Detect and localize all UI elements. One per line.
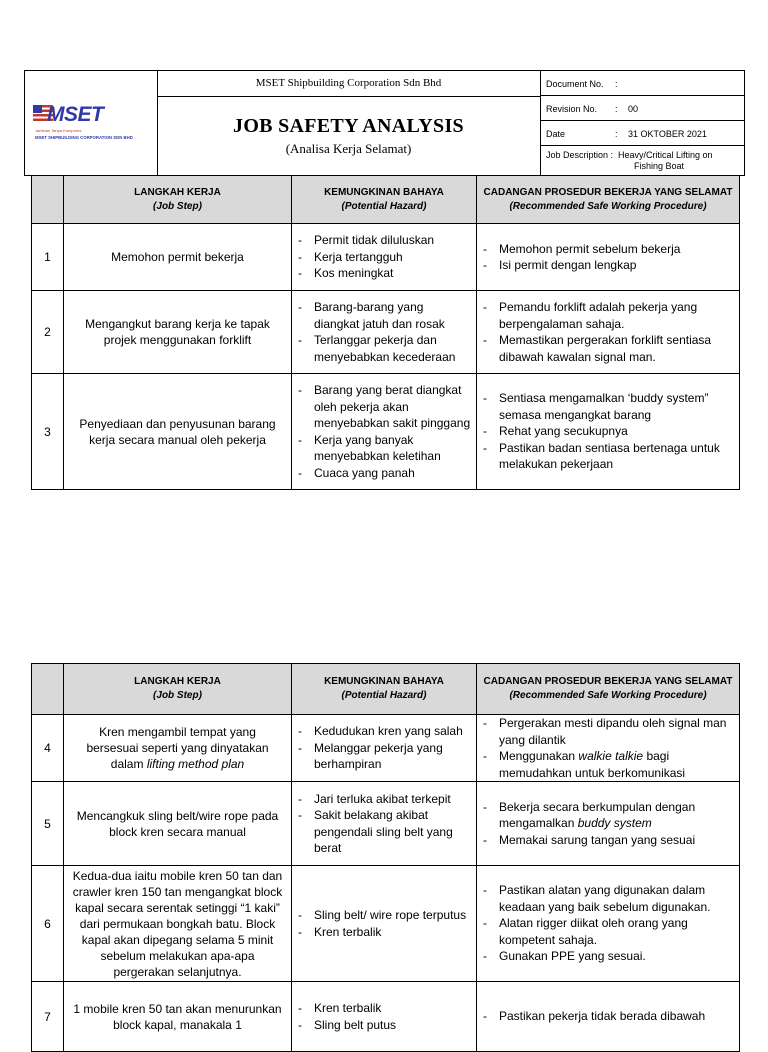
procedure-item: - Alatan rigger diikat oleh orang yang kompetent sahaja. xyxy=(499,915,735,948)
job-line-1: Heavy/Critical Lifting on xyxy=(618,150,713,160)
jsa-table-2 xyxy=(31,663,740,1052)
row-number: 3 xyxy=(32,374,64,490)
job-step-text: Kren mengambil tempat yang bersesuai seperti yang dinyatakan dalam xyxy=(86,725,269,771)
procedure-cell xyxy=(477,715,740,782)
hazard-cell xyxy=(292,782,477,866)
hazard-item: - Kedudukan kren yang salah xyxy=(314,723,472,740)
procedure-italic: walkie talkie xyxy=(578,749,644,763)
hazard-item: - Kren terbalik xyxy=(314,1000,472,1017)
logo-wordmark: MSET xyxy=(47,103,104,126)
row-number: 4 xyxy=(32,715,64,782)
header-label: LANGKAH KERJA xyxy=(134,676,221,687)
meta-colon: : xyxy=(615,79,618,89)
job-line-2: Fishing Boat xyxy=(634,161,685,171)
job-step: Mencangkuk sling belt/wire rope pada block kren secara manual xyxy=(64,782,292,866)
procedure-item: - Pemandu forklift adalah pekerja yang berpengalaman sahaja. xyxy=(499,299,735,332)
job-step: Mengangkut barang kerja ke tapak projek menggunakan forklift xyxy=(64,291,292,374)
meta-label: Document No. xyxy=(546,79,604,89)
header-label: CADANGAN PROSEDUR BEKERJA YANG SELAMAT xyxy=(483,186,733,198)
hazard-cell xyxy=(292,291,477,374)
meta-document-no xyxy=(540,71,744,96)
logo-cell xyxy=(25,71,158,175)
table-row xyxy=(32,374,740,490)
header-potential-hazard xyxy=(292,664,477,715)
table-header-row xyxy=(32,176,740,224)
header-label: KEMUNGKINAN BAHAYA xyxy=(324,186,444,198)
document-title: JOB SAFETY ANALYSIS xyxy=(233,115,464,137)
hazard-cell xyxy=(292,866,477,982)
procedure-item: - Pastikan pekerja tidak berada dibawah xyxy=(499,1008,735,1025)
header-safe-procedure xyxy=(477,176,740,224)
mset-logo xyxy=(33,101,149,145)
procedure-item xyxy=(499,748,735,781)
meta-date xyxy=(540,121,744,146)
procedure-item: - Pastikan alatan yang digunakan dalam keadaan yang baik sebelum digunakan. xyxy=(499,882,735,915)
hazard-item: - Kren terbalik xyxy=(314,924,472,941)
header-label-en: (Job Step) xyxy=(153,690,202,701)
header-label-en: (Recommended Safe Working Procedure) xyxy=(509,200,707,212)
procedure-item: - Pastikan badan sentiasa bertenaga untuk melakukan pekerjaan xyxy=(499,440,735,473)
procedure-cell xyxy=(477,291,740,374)
company-name: MSET Shipbuilding Corporation Sdn Bhd xyxy=(157,71,540,97)
table-row xyxy=(32,715,740,782)
row-number: 6 xyxy=(32,866,64,982)
row-number: 2 xyxy=(32,291,64,374)
procedure-item: - Sentiasa mengamalkan ‘buddy system” semasa mengangkat barang xyxy=(499,390,735,423)
title-cell xyxy=(157,71,541,175)
header-label-en: (Potential Hazard) xyxy=(341,690,427,701)
hazard-item: - Melanggar pekerja yang berhampiran xyxy=(314,740,472,773)
header-label-en: (Potential Hazard) xyxy=(341,200,427,212)
procedure-text: bagi memudahkan untuk berkomunikasi xyxy=(499,749,686,780)
meta-label: Revision No. xyxy=(546,104,598,114)
hazard-cell xyxy=(292,374,477,490)
hazard-item: - Terlanggar pekerja dan menyebabkan kecederaan xyxy=(314,332,472,365)
header-label-en: (Recommended Safe Working Procedure) xyxy=(509,690,707,701)
procedure-item: - Isi permit dengan lengkap xyxy=(499,257,735,274)
procedure-cell xyxy=(477,982,740,1052)
header-label: LANGKAH KERJA xyxy=(134,186,221,198)
hazard-item: - Kerja tertangguh xyxy=(314,249,472,266)
job-step: 1 mobile kren 50 tan akan menurunkan block kapal, manakala 1 xyxy=(64,982,292,1052)
meta-job-description xyxy=(540,146,744,174)
hazard-cell xyxy=(292,982,477,1052)
procedure-text: Menggunakan xyxy=(499,749,579,763)
hazard-item: - Barang yang berat diangkat oleh pekerja akan menyebabkan sakit pinggang xyxy=(314,382,472,432)
procedure-cell xyxy=(477,224,740,291)
hazard-item: - Kos meningkat xyxy=(314,265,472,282)
hazard-cell xyxy=(292,715,477,782)
meta-label: Date xyxy=(546,129,566,139)
document-header xyxy=(24,70,745,176)
hazard-item: - Sling belt/ wire rope terputus xyxy=(314,907,472,924)
table-row xyxy=(32,866,740,982)
table-row xyxy=(32,291,740,374)
procedure-text: Bekerja secara berkumpulan dengan mengamalkan xyxy=(499,799,696,831)
header-no xyxy=(32,176,64,224)
hazard-item: - Kerja yang banyak menyebabkan keletihan xyxy=(314,432,472,465)
row-number: 7 xyxy=(32,982,64,1052)
hazard-item: - Sakit belakang akibat pengendali sling belt yang berat xyxy=(314,807,472,857)
table-row xyxy=(32,982,740,1052)
table-row xyxy=(32,782,740,866)
jsa-table-1 xyxy=(31,175,740,490)
hazard-item: - Permit tidak diluluskan xyxy=(314,232,472,249)
row-number: 1 xyxy=(32,224,64,291)
meta-label: Job Description : xyxy=(546,150,614,160)
header-label: KEMUNGKINAN BAHAYA xyxy=(324,676,444,687)
procedure-cell xyxy=(477,866,740,982)
meta-value: 31 OKTOBER 2021 xyxy=(628,129,707,139)
header-no xyxy=(32,664,64,715)
procedure-item xyxy=(499,799,735,832)
procedure-item: - Memakai sarung tangan yang sesuai xyxy=(499,832,735,849)
job-step: Kedua-dua iaitu mobile kren 50 tan dan crawler kren 150 tan mengangkat block kapal secara serentak setinggi “1 kaki” dari permukaan bongkah batu. Block kapal akan dipegang selama 5 minit sebelum melakukan apa-apa pergerakan selanjutnya. xyxy=(64,866,292,982)
document-meta xyxy=(540,71,744,174)
logo-company-line: MSET SHIPBUILDING CORPORATION SDN BHD xyxy=(35,135,133,140)
hazard-cell xyxy=(292,224,477,291)
procedure-item: - Pergerakan mesti dipandu oleh signal man yang dilantik xyxy=(499,715,735,748)
meta-colon: : xyxy=(615,104,618,114)
job-step: Memohon permit bekerja xyxy=(64,224,292,291)
meta-value xyxy=(618,150,738,172)
meta-value: 00 xyxy=(628,104,639,114)
procedure-item: - Rehat yang secukupnya xyxy=(499,423,735,440)
meta-revision xyxy=(540,96,744,121)
procedure-item: - Memohon permit sebelum bekerja xyxy=(499,241,735,258)
job-step-italic: lifting method plan xyxy=(146,757,245,771)
header-label: CADANGAN PROSEDUR BEKERJA YANG SELAMAT xyxy=(483,676,733,687)
header-job-step xyxy=(64,176,292,224)
header-label-en: (Job Step) xyxy=(153,200,202,212)
procedure-item: - Gunakan PPE yang sesuai. xyxy=(499,948,735,965)
header-safe-procedure xyxy=(477,664,740,715)
logo-tagline: Jaminan Tanpa Kompromi xyxy=(35,128,82,133)
procedure-cell xyxy=(477,374,740,490)
hazard-item: - Sling belt putus xyxy=(314,1017,472,1034)
header-potential-hazard xyxy=(292,176,477,224)
job-step: Penyediaan dan penyusunan barang kerja secara manual oleh pekerja xyxy=(64,374,292,490)
procedure-italic: buddy system xyxy=(577,816,652,831)
hazard-item: - Jari terluka akibat terkepit xyxy=(314,791,472,808)
procedure-cell xyxy=(477,782,740,866)
header-job-step xyxy=(64,664,292,715)
hazard-item: - Cuaca yang panah xyxy=(314,465,472,482)
hazard-item: - Barang-barang yang diangkat jatuh dan rosak xyxy=(314,299,472,332)
meta-colon: : xyxy=(615,129,618,139)
document-subtitle: (Analisa Kerja Selamat) xyxy=(285,141,412,156)
table-row xyxy=(32,224,740,291)
job-step xyxy=(64,715,292,782)
procedure-item: - Memastikan pergerakan forklift sentiasa dibawah kawalan signal man. xyxy=(499,332,735,365)
row-number: 5 xyxy=(32,782,64,866)
table-header-row xyxy=(32,664,740,715)
